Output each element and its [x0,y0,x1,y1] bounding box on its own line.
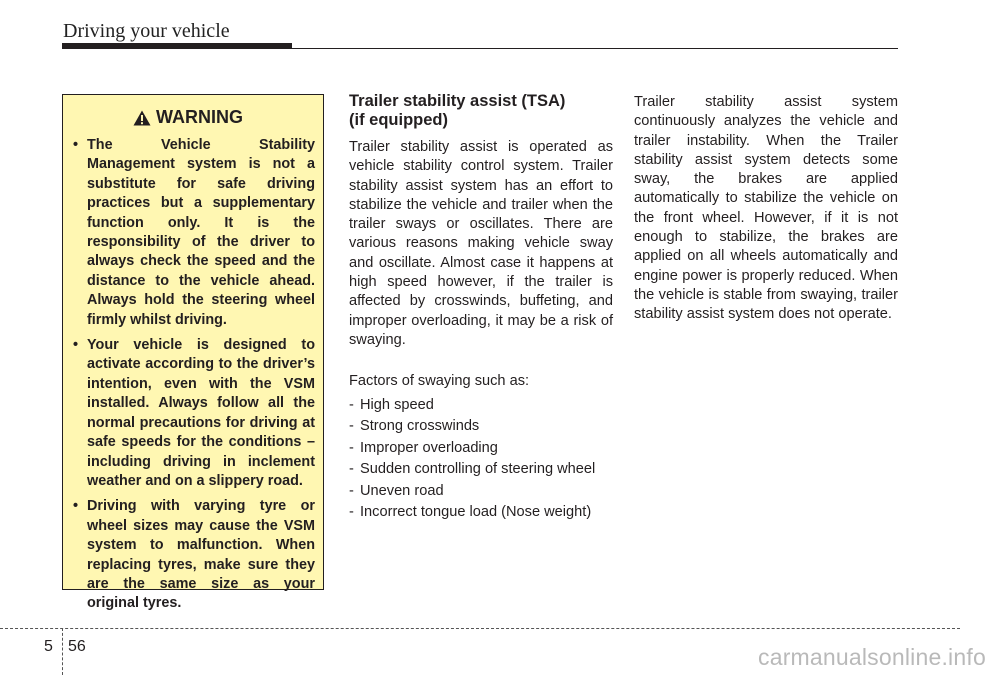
page-header-title: Driving your vehicle [63,20,230,42]
tsa-continuation-paragraph: Trailer stability assist system continuously analyzes the vehicle and trailer instability. When the Trailer stability assist system detects some sway, the brakes are applied automatically to stabilize the vehicle on the front wheel. However, if it is not enough to stabilize, the brakes are applied on all wheels automatically and engine power is properly reduced. When the vehicle is stable from swaying, trailer stability assist system does not operate. [634,94,898,323]
factor-item: - High speed [349,396,434,413]
factors-intro: Factors of swaying such as: [349,373,530,390]
section-title [349,92,613,130]
section-title-line1: Trailer stability assist (TSA) [349,92,566,110]
footer-divider [0,628,960,629]
tsa-continuation [634,93,898,325]
section-title-line2: (if equipped) [349,111,448,129]
factor-item: - Sudden controlling of steering wheel [349,461,596,478]
warning-list [73,136,315,614]
warning-item: • Your vehicle is designed to activate according to the driver’s intention, even with the VSM installed. Always follow all the normal precautions for driving at safe speeds for the conditions – including driving in inclement weather and on a slippery road. [73,336,315,491]
tsa-section [349,92,613,525]
page-number: 56 [68,638,86,655]
warning-item: • Driving with varying tyre or wheel sizes may cause the VSM system to malfunction. When replacing tyres, make sure they are the same size as your original tyres. [73,497,315,613]
factor-item: - Uneven road [349,482,444,499]
warning-triangle-icon [133,110,151,126]
factor-list [349,396,613,522]
watermark: carmanualsonline.info [758,644,986,670]
factor-item: - Improper overloading [349,439,498,456]
tsa-intro-paragraph: Trailer stability assist is operated as vehicle stability control system. Trailer stability assist system has an effort to stabilize the vehicle and trailer when the trailer sways or oscillates. There are various reasons making vehicle sway and oscillate. Almost case it happens at high speed however, if the trailer is affected by crosswinds, buffeting, and improper overloading, it may be a risk of swaying. [349,139,613,348]
header-rule [62,48,898,49]
factor-item: - Incorrect tongue load (Nose weight) [349,504,592,521]
chapter-number: 5 [44,638,53,655]
warning-title: WARNING [156,107,243,127]
warning-box [62,94,324,612]
warning-item: • The Vehicle Stability Management system is not a substitute for safe driving practices but a supplementary function only. It is the responsibility of the driver to always check the speed and the distance to the vehicle ahead. Always hold the steering wheel firmly whilst driving. [73,136,315,330]
factor-item: - Strong crosswinds [349,418,480,435]
footer-vertical-divider [62,628,63,675]
warning-heading [61,107,315,128]
